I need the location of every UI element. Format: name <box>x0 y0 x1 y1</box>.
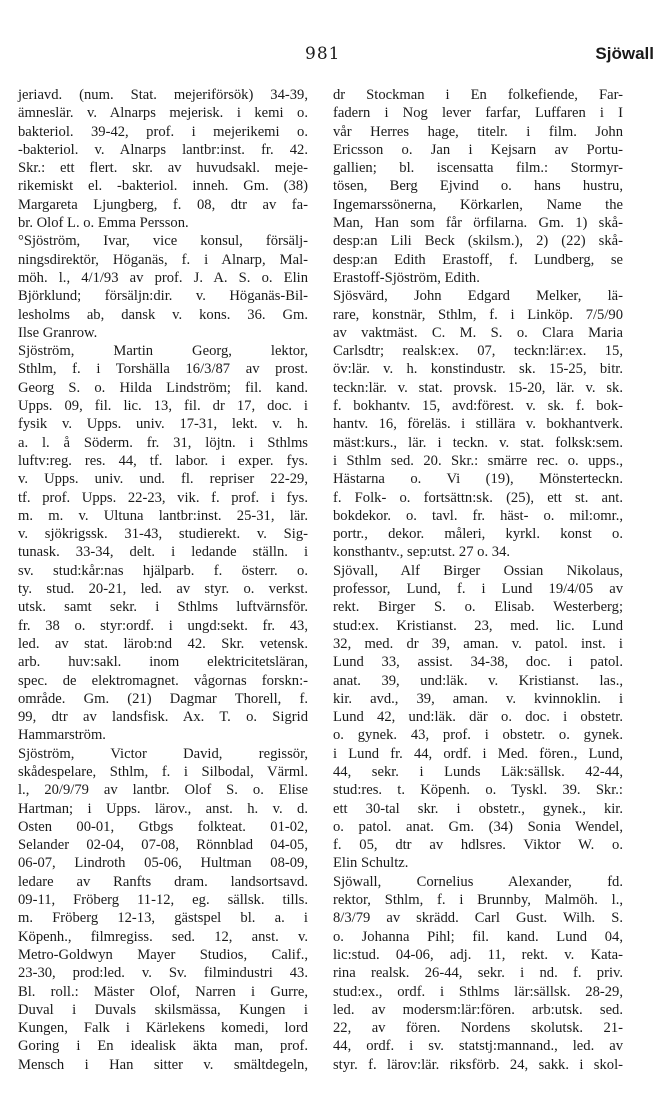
text-column-left <box>18 86 308 1074</box>
text-line: Man, Han som får örfilarna. Gm. 1) skå- <box>333 215 623 232</box>
text-line: 06-07, Lindroth 05-06, Hultman 08-09, <box>18 855 308 872</box>
text-line: i Sthlm sed. 20. Skr.: smärre rec. o. upps., <box>333 452 623 469</box>
text-line: tf. prof. Upps. 22-23, vik. f. prof. i fys. <box>18 489 308 506</box>
text-line: mäst:kurs., lär. i teckn. v. stat. folksk:sem. <box>333 434 623 451</box>
text-line: Skr.: ett flert. skr. av huvudsakl. meje- <box>18 160 308 177</box>
text-line: led. av modersm:lär:fören. arb:utsk. sed. <box>333 1001 623 1018</box>
page-number: 981 <box>305 44 341 64</box>
text-line: v. Upps. univ. und. fl. repriser 22-29, <box>18 471 308 488</box>
text-line: f. 05, dtr av hdlsres. Viktor W. o. <box>333 837 623 854</box>
text-line: teckn:lär. v. stat. provsk. 15-20, lär. v. sk. <box>333 379 623 396</box>
text-line: Carlsdtr; realsk:ex. 07, teckn:lär:ex. 15, <box>333 343 623 360</box>
text-line: ett 30-tal skr. i obstetr., gynek., kir. <box>333 800 623 817</box>
text-line: v. sjökrigssk. 31-43, studierekt. v. Sig- <box>18 526 308 543</box>
text-line: tösen, Berg Ejvind o. hans hustru, <box>333 178 623 195</box>
text-line: Georg S. o. Hilda Lindström; fil. kand. <box>18 379 308 396</box>
text-line: möh. l., 4/1/93 av prof. J. A. S. o. Elin <box>18 269 308 286</box>
entry-heading-line: Sjöström, Victor David, regissör, <box>18 745 308 762</box>
text-line: lesholms ab, dansk v. kons. 36. Gm. <box>18 306 308 323</box>
text-line: Lund 33, assist. 34-38, doc. i patol. <box>333 654 623 671</box>
text-line: rikemiskt el. -bakteriol. inneh. Gm. (38) <box>18 178 308 195</box>
text-line: desp:an Edith Erastoff, f. Lundberg, se <box>333 251 623 268</box>
text-line: tunask. 33-34, delt. i ledande ställn. i <box>18 544 308 561</box>
text-line: portr., dekor. måleri, kyrkl. konst o. <box>333 526 623 543</box>
text-line: professor, Lund, f. i Lund 19/4/05 av <box>333 581 623 598</box>
running-head: Sjöwall <box>595 44 654 63</box>
text-line: m. m. v. Ultuna lantbr:inst. 25-31, lär. <box>18 507 308 524</box>
text-line: Sthlm, f. i Torshälla 16/3/87 av prost. <box>18 361 308 378</box>
text-line: Kungen, Falk i Kärlekens komedi, lord <box>18 1020 308 1037</box>
text-line: f. bokhantv. 15, avd:förest. v. sk. f. bok- <box>333 398 623 415</box>
text-line: luftv:reg. res. 44, tf. labor. i exper. fys. <box>18 452 308 469</box>
text-line: gallien; bl. iscensatta film.: Stormyr- <box>333 160 623 177</box>
text-line: Goring i En idealisk äkta man, prof. <box>18 1038 308 1055</box>
text-line: Mensch i Han sitter v. smältdegeln, <box>18 1056 308 1073</box>
text-line: Hammarström. <box>18 727 106 744</box>
text-line: desp:an Lili Beck (skilsm.), 2) (22) skå- <box>333 233 623 250</box>
text-line: Hartman; i Upps. lärov., anst. h. v. d. <box>18 800 308 817</box>
text-line: dr Stockman i En folkefiende, Far- <box>333 87 623 103</box>
text-line: Lund 42, und:läk. där o. doc. i obstetr. <box>333 709 623 726</box>
text-line: sv. stud:kår:nas hjälparb. f. österr. o. <box>18 562 308 579</box>
text-line: -bakteriol. v. Alnarps lantbr:inst. fr. 42. <box>18 141 308 158</box>
text-line: fr. 38 o. styr:ordf. i ungd:sekt. fr. 43, <box>18 617 308 634</box>
text-line: i Lund fr. 44, ordf. i Med. fören., Lund, <box>333 745 623 762</box>
entry-heading-line: Sjöström, Martin Georg, lektor, <box>18 343 308 360</box>
text-line: 44, ordf. i sv. statstj:mannand., led. av <box>333 1038 623 1055</box>
text-line: o. patol. anat. Gm. (34) Sonia Wendel, <box>333 818 623 835</box>
text-line: stud:res. t. Köpenh. o. Tyskl. 39. Skr.: <box>333 782 623 799</box>
text-line: vår Herres hage, titelr. i film. John <box>333 123 623 140</box>
text-line: 99, dtr av landsfisk. Ax. T. o. Sigrid <box>18 709 308 726</box>
text-line: ledare av Ranfts dram. landsortsavd. <box>18 873 308 890</box>
text-line: Erastoff-Sjöström, Edith. <box>333 269 480 286</box>
text-line: skådespelare, Sthlm, f. i Silbodal, Värml. <box>18 763 308 780</box>
text-line: rina realsk. 26-44, sekr. i nd. f. priv. <box>333 965 623 982</box>
text-line: bokdekor. o. tavl. fr. häst- o. mil:omr., <box>333 507 623 524</box>
text-line: m. Fröberg 12-13, gästspel bl. a. i <box>18 910 308 927</box>
text-line: 22, av fören. Nordens skolutsk. 21- <box>333 1020 623 1037</box>
text-line: arb. huv:sakl. inom elektricitetsläran, <box>18 654 308 671</box>
text-line: styr. f. lärov:lär. riksförb. 24, sakk. i skol- <box>333 1056 623 1073</box>
text-line: led. av stat. lärob:nd 42. Skr. vetensk. <box>18 635 308 652</box>
text-line: hantv. 16, föreläs. i stillära v. bokhantverk. <box>333 416 623 433</box>
text-line: 8/3/79 av skrädd. Carl Gust. Wilh. S. <box>333 910 623 927</box>
text-line: ty. stud. 20-21, led. av styr. o. verkst. <box>18 581 308 598</box>
text-line: 32, med. dr 39, aman. v. patol. inst. i <box>333 635 623 652</box>
text-line: 23-30, prod:led. v. Sv. filmindustri 43. <box>18 965 308 982</box>
page-header <box>0 44 664 70</box>
text-line: rekt. Birger S. o. Elisab. Westerberg; <box>333 599 623 616</box>
entry-heading-line: Sjösvärd, John Edgard Melker, lä- <box>333 288 623 305</box>
text-line: f. Folk- o. fortsättn:sk. (25), ett st. ant. <box>333 489 623 506</box>
text-line: 44, sekr. i Lunds Läk:sällsk. 42-44, <box>333 763 623 780</box>
entry-heading-line: °Sjöström, Ivar, vice konsul, försälj- <box>18 233 308 250</box>
text-line: Bl. roll.: Mäster Olof, Narren i Gurre, <box>18 983 308 1000</box>
text-line: stud:ex., ordf. i Sthlms lär:sällsk. 28-29, <box>333 983 623 1000</box>
text-line: jeriavd. (num. Stat. mejeriförsök) 34-39, <box>18 87 308 103</box>
text-line: a. l. å Söderm. fr. 31, löjtn. i Sthlms <box>18 434 308 451</box>
text-line: rare, konstnär, Sthlm, f. i Linköp. 7/5/90 <box>333 306 623 323</box>
text-line: öv:lär. v. h. konstindustr. sk. 15-25, bitr. <box>333 361 623 378</box>
text-line: konsthantv., sep:utst. 27 o. 34. <box>333 544 511 561</box>
entry-heading-line: Sjövall, Alf Birger Ossian Nikolaus, <box>333 562 623 579</box>
text-line: ningsdirektör, Höganäs, f. i Alnarp, Mal- <box>18 251 308 268</box>
text-line: Björklund; försäljn:dir. v. Höganäs-Bil- <box>18 288 308 305</box>
text-line: o. gynek. 43, prof. i obstetr. o. gynek. <box>333 727 623 744</box>
text-line: 09-11, Fröberg 11-12, eg. sällsk. tills. <box>18 892 308 909</box>
text-line: stud:ex. Kristianst. 23, med. lic. Lund <box>333 617 623 634</box>
text-line: Köpenh., filmregiss. sed. 12, anst. v. <box>18 928 308 945</box>
text-line: utsk. samt sekr. i Sthlms luftvärnsför. <box>18 599 308 616</box>
text-line: Osten 00-01, Gtbgs folkteat. 01-02, <box>18 818 308 835</box>
text-line: Margareta Ljungberg, f. 08, dtr av fa- <box>18 196 308 213</box>
text-line: Selander 02-04, 07-08, Rönnblad 04-05, <box>18 837 308 854</box>
text-line: ämneslär. v. Alnarps mejerisk. i kemi o. <box>18 105 308 122</box>
text-line: br. Olof L. o. Emma Persson. <box>18 215 189 232</box>
text-line: spec. de elektromagnet. vågornas forskn:- <box>18 672 308 689</box>
text-line: bakteriol. 39-42, prof. i mejerikemi o. <box>18 123 308 140</box>
text-line: av vaktmäst. C. M. S. o. Clara Maria <box>333 324 623 341</box>
text-line: Ilse Granrow. <box>18 324 98 341</box>
text-line: Metro-Goldwyn Mayer Studios, Calif., <box>18 946 308 963</box>
text-line: o. Johanna Pihl; fil. kand. Lund 04, <box>333 928 623 945</box>
text-column-right <box>333 86 623 1074</box>
text-line: Ericsson o. Jan i Kejsarn av Portu- <box>333 141 623 158</box>
entry-heading-line: Sjöwall, Cornelius Alexander, fd. <box>333 873 623 890</box>
text-line: Elin Schultz. <box>333 855 409 872</box>
text-line: anat. 39, und:läk. v. Kristianst. las., <box>333 672 623 689</box>
text-line: kir. avd., 39, aman. v. kvinnoklin. i <box>333 690 623 707</box>
text-line: Upps. 09, fil. lic. 13, fil. dr 17, doc. i <box>18 398 308 415</box>
text-line: Duval i Duvals skilsmässa, Kungen i <box>18 1001 308 1018</box>
text-line: fadern i Nog lever farfar, Luffaren i I <box>333 105 623 122</box>
text-line: fysik v. Upps. univ. 17-31, lekt. v. h. <box>18 416 308 433</box>
text-line: lic:stud. 04-06, adj. 11, rekt. v. Kata- <box>333 946 623 963</box>
text-line: Ingemarssönerna, Körkarlen, Name the <box>333 196 623 213</box>
text-line: rektor, Sthlm, f. i Brunnby, Malmöh. l., <box>333 892 623 909</box>
text-line: l., 20/9/79 av lantbr. Olof S. o. Elise <box>18 782 308 799</box>
text-line: Hästarna o. Vi (19), Mönsterteckn. <box>333 471 623 488</box>
text-line: område. Gm. (21) Dagmar Thorell, f. <box>18 690 308 707</box>
